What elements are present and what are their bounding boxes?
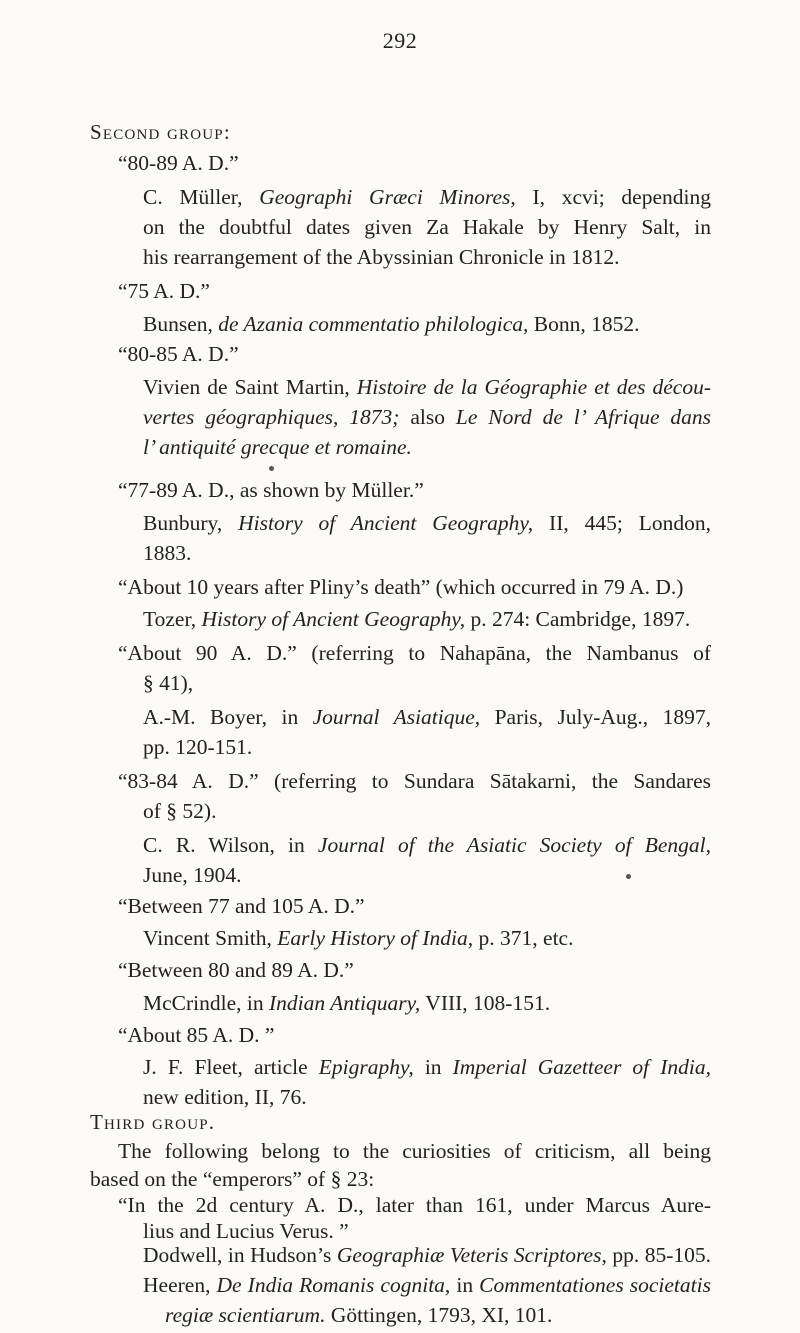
entry-date: “80-85 A. D.” <box>118 342 239 366</box>
entry-reference-cont: his rearrangement of the Abyssinian Chronicle in 1812. <box>143 245 620 269</box>
entry-date-cont: § 41), <box>143 671 194 695</box>
entry-date-cont: of § 52). <box>143 799 217 823</box>
entry-date: “Between 80 and 89 A. D.” <box>118 958 354 982</box>
entry-date: “About 10 years after Pliny’s death” (which occurred in 79 A. D.) <box>118 575 684 599</box>
page-number: 292 <box>382 28 418 53</box>
third-group-reference: Dodwell, in Hudson’s Geographiæ Veteris Scriptores, pp. 85-105. <box>143 1243 711 1267</box>
entry-reference: Tozer, History of Ancient Geography, p. 274: Cambridge, 1897. <box>143 607 691 631</box>
entry-date: “About 90 A. D.” (referring to Nahapāna, the Nambanus of <box>118 641 711 665</box>
entry-date: “80-89 A. D.” <box>118 151 239 175</box>
third-group-quote-cont: lius and Lucius Verus. ” <box>143 1219 349 1243</box>
entry-reference: Bunbury, History of Ancient Geography, II, 445; London, <box>143 511 711 535</box>
entry-reference: C. R. Wilson, in Journal of the Asiatic Society of Bengal, <box>143 833 711 857</box>
third-group-intro-cont: based on the “emperors” of § 23: <box>90 1167 375 1191</box>
entry-reference-cont: June, 1904. <box>143 863 242 887</box>
entry-reference: Bunsen, de Azania commentatio philologica, Bonn, 1852. <box>143 312 640 336</box>
third-group-quote: “In the 2d century A. D., later than 161, under Marcus Aure- <box>118 1193 711 1217</box>
entry-date: “About 85 A. D. ” <box>118 1023 275 1047</box>
entry-reference-cont: vertes géographiques, 1873; also Le Nord de l’ Afrique dans <box>143 405 711 429</box>
entry-date: “83-84 A. D.” (referring to Sundara Sātakarni, the Sandares <box>118 769 711 793</box>
entry-reference: A.-M. Boyer, in Journal Asiatique, Paris, July-Aug., 1897, <box>143 705 711 729</box>
second-group-heading: Second group: <box>90 120 231 144</box>
third-group-heading: Third group. <box>90 1110 216 1134</box>
entry-reference: J. F. Fleet, article Epigraphy, in Imperial Gazetteer of India, <box>143 1055 711 1079</box>
entry-reference-cont: 1883. <box>143 541 192 565</box>
third-group-reference-cont: regiæ scientiarum. Göttingen, 1793, XI, 101. <box>165 1303 553 1327</box>
entry-reference-cont: on the doubtful dates given Za Hakale by Henry Salt, in <box>143 215 711 239</box>
entry-date: “75 A. D.” <box>118 279 210 303</box>
ink-speck <box>269 466 274 471</box>
entry-reference: Vivien de Saint Martin, Histoire de la Géographie et des décou- <box>143 375 711 399</box>
ink-speck <box>626 874 631 879</box>
third-group-intro: The following belong to the curiosities of criticism, all being <box>118 1139 711 1163</box>
entry-reference-cont: pp. 120-151. <box>143 735 253 759</box>
third-group-reference: Heeren, De India Romanis cognita, in Commentationes societatis <box>143 1273 711 1297</box>
entry-reference: McCrindle, in Indian Antiquary, VIII, 108-151. <box>143 991 551 1015</box>
entry-reference-cont: new edition, II, 76. <box>143 1085 307 1109</box>
entry-reference: Vincent Smith, Early History of India, p. 371, etc. <box>143 926 574 950</box>
entry-reference: C. Müller, Geographi Græci Minores, I, xcvi; depending <box>143 185 711 209</box>
entry-reference-cont: l’ antiquité grecque et romaine. <box>143 435 412 459</box>
entry-date: “Between 77 and 105 A. D.” <box>118 894 365 918</box>
entry-date: “77-89 A. D., as shown by Müller.” <box>118 478 424 502</box>
